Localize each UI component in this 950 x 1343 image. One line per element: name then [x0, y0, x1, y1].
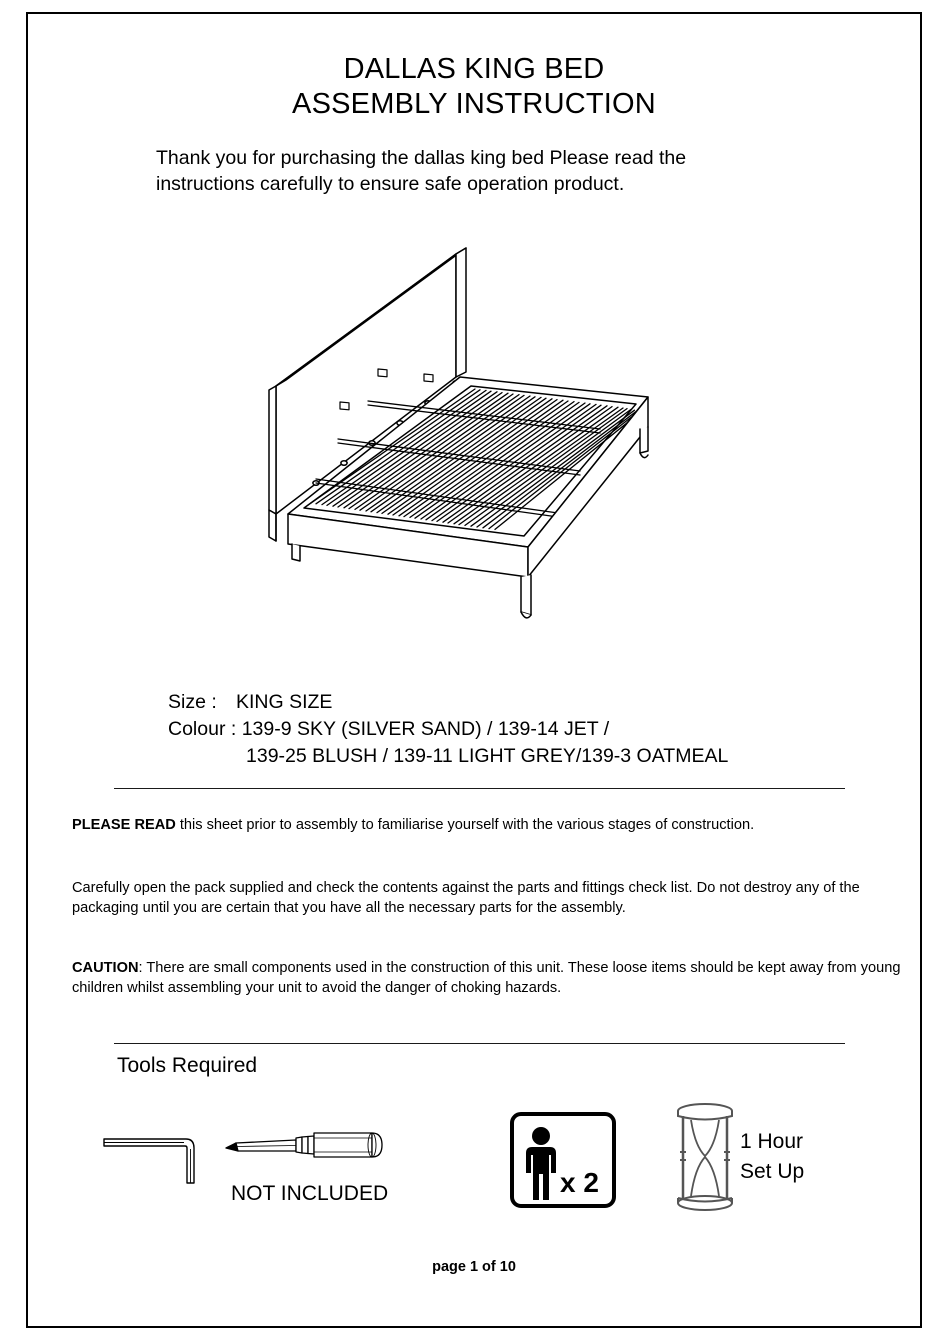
product-spec-block — [168, 689, 888, 770]
spec-colour-row — [168, 716, 888, 743]
hourglass-icon — [669, 1100, 741, 1214]
instruction-page — [26, 12, 922, 1328]
divider-bottom — [114, 1043, 845, 1044]
spec-colour-line-2: 139-25 BLUSH / 139-11 LIGHT GREY/139-3 OATMEAL — [246, 745, 729, 767]
king-bed-illustration — [228, 229, 748, 674]
not-included-label: NOT INCLUDED — [231, 1182, 389, 1205]
setup-time-label — [740, 1127, 804, 1187]
divider-top — [114, 788, 845, 789]
spec-colour-label: Colour : — [168, 718, 237, 740]
intro-line-1: Thank you for purchasing the dallas king bed Please read the — [156, 147, 687, 169]
carefully-open-paragraph: Carefully open the pack supplied and check the contents against the parts and fittings check list. Do not destroy any of the packaging until you are certain that you have all the necessary parts for the assembly. — [72, 880, 860, 916]
page-footer: page 1 of 10 — [432, 1259, 516, 1275]
spec-size-value: KING SIZE — [236, 691, 333, 713]
intro-line-2: instructions carefully to ensure safe operation product. — [156, 173, 625, 195]
please-read-paragraph — [72, 816, 902, 836]
tools-required-heading: Tools Required — [117, 1054, 258, 1077]
spec-size-row — [168, 689, 888, 716]
intro-paragraph — [156, 145, 796, 197]
title-line-2: ASSEMBLY INSTRUCTION — [292, 88, 656, 120]
person-icon — [508, 1110, 618, 1210]
please-read-emphasis: PLEASE READ — [72, 817, 176, 833]
setup-time-line-1: 1 Hour — [740, 1130, 804, 1153]
allen-key-icon — [98, 1119, 218, 1189]
person-count-text: x 2 — [560, 1167, 599, 1198]
spec-colour-row-2 — [168, 743, 888, 770]
spec-size-label: Size : — [168, 691, 217, 713]
page-title — [28, 52, 920, 122]
setup-time-line-2: Set Up — [740, 1160, 805, 1183]
please-read-text: this sheet prior to assembly to familiarise yourself with the various stages of construction. — [175, 817, 755, 833]
title-line-1: DALLAS KING BED — [343, 53, 605, 85]
caution-paragraph — [72, 959, 902, 998]
caution-text: : There are small components used in the construction of this unit. These loose items should be kept away from young children whilst assembling your unit to avoid the danger of choking hazards. — [72, 960, 901, 996]
caution-emphasis: CAUTION — [72, 960, 139, 976]
screwdriver-icon — [222, 1124, 392, 1174]
spec-colour-line-1: 139-9 SKY (SILVER SAND) / 139-14 JET / — [241, 718, 610, 740]
